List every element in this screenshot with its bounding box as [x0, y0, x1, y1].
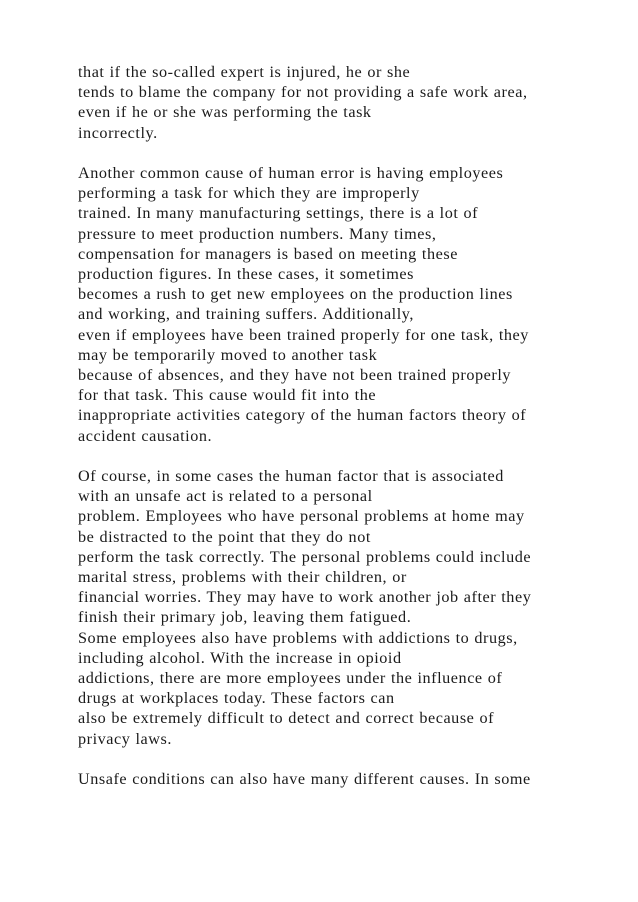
- body-text: [78, 62, 618, 809]
- text-line: pressure to meet production numbers. Many times,: [78, 224, 437, 243]
- text-line: finish their primary job, leaving them fatigued.: [78, 608, 412, 627]
- text-line: performing a task for which they are improperly: [78, 184, 420, 203]
- text-line: trained. In many manufacturing settings, there is a lot of: [78, 204, 479, 223]
- text-line: even if he or she was performing the task: [78, 103, 372, 122]
- text-line: privacy laws.: [78, 729, 172, 748]
- text-line: marital stress, problems with their children, or: [78, 568, 407, 587]
- text-line: production figures. In these cases, it sometimes: [78, 265, 414, 284]
- text-line: be distracted to the point that they do not: [78, 527, 371, 546]
- text-line: Unsafe conditions can also have many different causes. In some: [78, 770, 531, 789]
- text-line: addictions, there are more employees under the influence of: [78, 669, 503, 688]
- paragraph-4: [78, 769, 618, 789]
- text-line: drugs at workplaces today. These factors can: [78, 689, 395, 708]
- text-line: that if the so-called expert is injured, he or she: [78, 63, 411, 81]
- text-line: inappropriate activities category of the human factors theory of: [78, 406, 527, 425]
- text-line: because of absences, and they have not been trained properly: [78, 366, 512, 385]
- text-line: and working, and training suffers. Additionally,: [78, 305, 414, 324]
- text-line: Of course, in some cases the human factor that is associated: [78, 467, 504, 486]
- paragraph-2: [78, 163, 618, 446]
- text-line: also be extremely difficult to detect and correct because of: [78, 709, 495, 728]
- text-line: tends to blame the company for not providing a safe work area,: [78, 83, 528, 102]
- text-line: perform the task correctly. The personal problems could include: [78, 547, 532, 566]
- text-line: for that task. This cause would fit into the: [78, 386, 377, 405]
- paragraph-1: [78, 62, 618, 143]
- text-line: becomes a rush to get new employees on the production lines: [78, 285, 513, 304]
- text-line: accident causation.: [78, 426, 213, 445]
- text-line: with an unsafe act is related to a personal: [78, 487, 373, 506]
- text-line: Another common cause of human error is having employees: [78, 164, 504, 182]
- text-line: may be temporarily moved to another task: [78, 345, 378, 364]
- text-line: including alcohol. With the increase in opioid: [78, 648, 402, 667]
- paragraph-3: [78, 466, 618, 749]
- text-line: financial worries. They may have to work another job after they: [78, 588, 532, 607]
- text-line: Some employees also have problems with addictions to drugs,: [78, 628, 518, 647]
- text-line: incorrectly.: [78, 123, 158, 142]
- text-line: compensation for managers is based on meeting these: [78, 244, 458, 263]
- text-line: problem. Employees who have personal problems at home may: [78, 507, 525, 526]
- text-line: even if employees have been trained properly for one task, they: [78, 325, 529, 344]
